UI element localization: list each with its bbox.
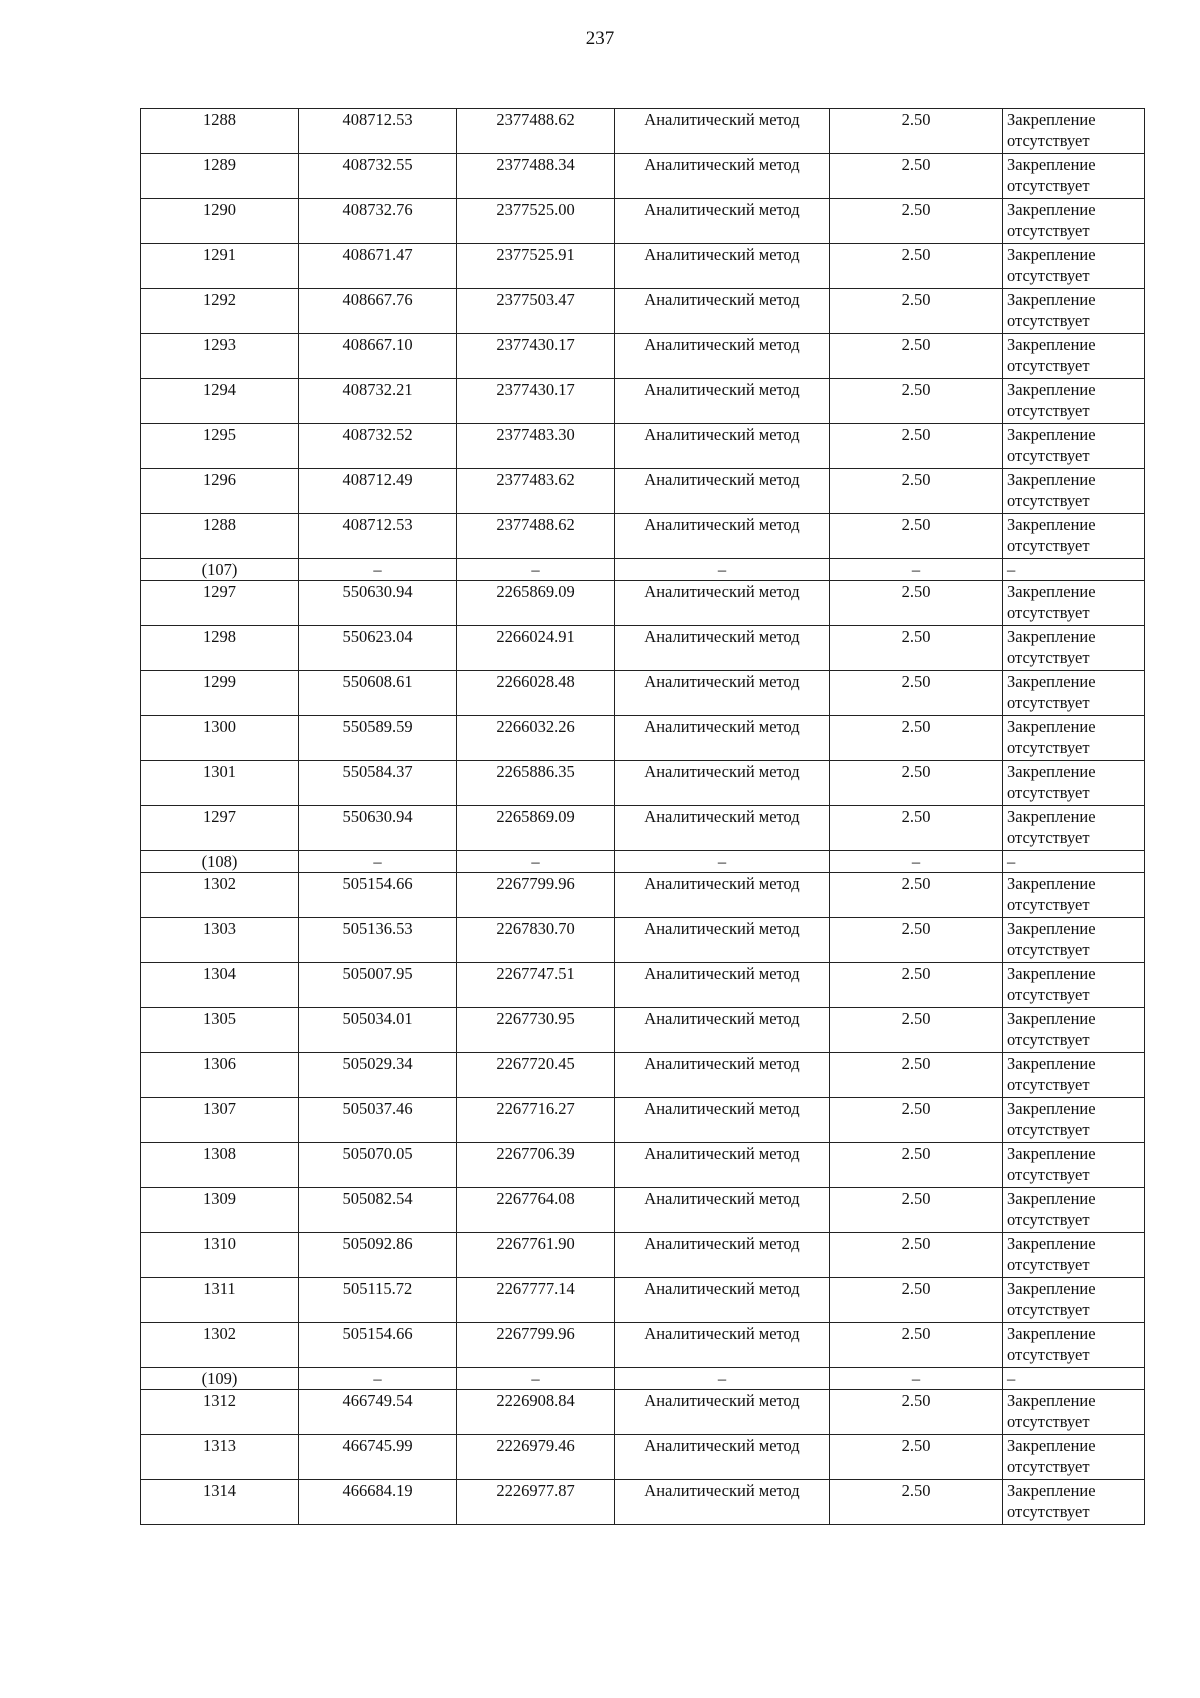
accuracy-cell: 2.50 <box>830 244 1003 289</box>
table-row <box>141 1435 1145 1480</box>
method-cell: Аналитический метод <box>615 424 830 469</box>
method-cell: Аналитический метод <box>615 761 830 806</box>
x-coordinate-cell: 408732.55 <box>299 154 457 199</box>
fixation-cell: Закрепление отсутствует <box>1003 716 1145 761</box>
x-coordinate-cell: 550623.04 <box>299 626 457 671</box>
y-coordinate-cell: 2377525.00 <box>457 199 615 244</box>
fixation-cell: Закрепление отсутствует <box>1003 918 1145 963</box>
x-coordinate-cell: 505136.53 <box>299 918 457 963</box>
fixation-cell: Закрепление отсутствует <box>1003 469 1145 514</box>
y-coordinate-cell: 2377503.47 <box>457 289 615 334</box>
fixation-cell: Закрепление отсутствует <box>1003 109 1145 154</box>
x-coordinate-cell: 505154.66 <box>299 1323 457 1368</box>
table-row <box>141 1480 1145 1525</box>
x-coordinate-cell: 505029.34 <box>299 1053 457 1098</box>
x-coordinate-cell: 505037.46 <box>299 1098 457 1143</box>
x-coordinate-cell: 505007.95 <box>299 963 457 1008</box>
x-coordinate-cell: 408732.21 <box>299 379 457 424</box>
accuracy-cell: 2.50 <box>830 918 1003 963</box>
fixation-cell: Закрепление отсутствует <box>1003 244 1145 289</box>
fixation-cell: Закрепление отсутствует <box>1003 199 1145 244</box>
point-number-cell: 1300 <box>141 716 299 761</box>
y-coordinate-cell: 2265886.35 <box>457 761 615 806</box>
table-row <box>141 626 1145 671</box>
y-coordinate-cell: 2377488.62 <box>457 109 615 154</box>
accuracy-cell: 2.50 <box>830 334 1003 379</box>
fixation-cell: Закрепление отсутствует <box>1003 424 1145 469</box>
point-number-cell: 1292 <box>141 289 299 334</box>
point-number-cell: 1305 <box>141 1008 299 1053</box>
y-coordinate-cell: – <box>457 851 615 873</box>
fixation-cell: Закрепление отсутствует <box>1003 154 1145 199</box>
table-row <box>141 1053 1145 1098</box>
method-cell: Аналитический метод <box>615 963 830 1008</box>
accuracy-cell: 2.50 <box>830 581 1003 626</box>
fixation-cell: Закрепление отсутствует <box>1003 963 1145 1008</box>
x-coordinate-cell: 505092.86 <box>299 1233 457 1278</box>
accuracy-cell: 2.50 <box>830 199 1003 244</box>
accuracy-cell: 2.50 <box>830 716 1003 761</box>
x-coordinate-cell: 408667.76 <box>299 289 457 334</box>
y-coordinate-cell: 2377483.62 <box>457 469 615 514</box>
point-number-cell: 1303 <box>141 918 299 963</box>
method-cell: Аналитический метод <box>615 716 830 761</box>
table-row <box>141 1098 1145 1143</box>
fixation-cell: Закрепление отсутствует <box>1003 289 1145 334</box>
accuracy-cell: 2.50 <box>830 963 1003 1008</box>
accuracy-cell: 2.50 <box>830 873 1003 918</box>
point-number-cell: 1299 <box>141 671 299 716</box>
fixation-cell: Закрепление отсутствует <box>1003 761 1145 806</box>
method-cell: Аналитический метод <box>615 1008 830 1053</box>
accuracy-cell: 2.50 <box>830 424 1003 469</box>
point-number-cell: 1288 <box>141 514 299 559</box>
x-coordinate-cell: 550584.37 <box>299 761 457 806</box>
page-number: 237 <box>585 28 615 49</box>
method-cell: Аналитический метод <box>615 514 830 559</box>
point-number-cell: 1313 <box>141 1435 299 1480</box>
y-coordinate-cell: 2377483.30 <box>457 424 615 469</box>
table-row <box>141 716 1145 761</box>
fixation-cell: Закрепление отсутствует <box>1003 1278 1145 1323</box>
method-cell: Аналитический метод <box>615 199 830 244</box>
fixation-cell: – <box>1003 851 1145 873</box>
method-cell: Аналитический метод <box>615 244 830 289</box>
fixation-cell: Закрепление отсутствует <box>1003 1188 1145 1233</box>
table-row <box>141 806 1145 851</box>
accuracy-cell: 2.50 <box>830 1435 1003 1480</box>
x-coordinate-cell: 408667.10 <box>299 334 457 379</box>
method-cell: Аналитический метод <box>615 334 830 379</box>
accuracy-cell: 2.50 <box>830 469 1003 514</box>
accuracy-cell: 2.50 <box>830 671 1003 716</box>
table-row <box>141 199 1145 244</box>
point-number-cell: 1294 <box>141 379 299 424</box>
table-row <box>141 1008 1145 1053</box>
y-coordinate-cell: 2267777.14 <box>457 1278 615 1323</box>
y-coordinate-cell: 2267716.27 <box>457 1098 615 1143</box>
y-coordinate-cell: 2226979.46 <box>457 1435 615 1480</box>
method-cell: Аналитический метод <box>615 873 830 918</box>
method-cell: Аналитический метод <box>615 806 830 851</box>
y-coordinate-cell: 2267764.08 <box>457 1188 615 1233</box>
method-cell: Аналитический метод <box>615 1098 830 1143</box>
x-coordinate-cell: 408732.76 <box>299 199 457 244</box>
fixation-cell: Закрепление отсутствует <box>1003 1233 1145 1278</box>
y-coordinate-cell: 2265869.09 <box>457 806 615 851</box>
method-cell: Аналитический метод <box>615 469 830 514</box>
point-number-cell: 1302 <box>141 1323 299 1368</box>
point-number-cell: 1302 <box>141 873 299 918</box>
method-cell: Аналитический метод <box>615 626 830 671</box>
point-number-cell: (107) <box>141 559 299 581</box>
y-coordinate-cell: 2377488.34 <box>457 154 615 199</box>
x-coordinate-cell: 505034.01 <box>299 1008 457 1053</box>
x-coordinate-cell: – <box>299 559 457 581</box>
table-row <box>141 109 1145 154</box>
fixation-cell: – <box>1003 559 1145 581</box>
fixation-cell: – <box>1003 1368 1145 1390</box>
point-number-cell: 1306 <box>141 1053 299 1098</box>
method-cell: – <box>615 851 830 873</box>
method-cell: Аналитический метод <box>615 918 830 963</box>
y-coordinate-cell: 2267799.96 <box>457 1323 615 1368</box>
x-coordinate-cell: 408732.52 <box>299 424 457 469</box>
y-coordinate-cell: 2226977.87 <box>457 1480 615 1525</box>
point-number-cell: 1291 <box>141 244 299 289</box>
fixation-cell: Закрепление отсутствует <box>1003 1480 1145 1525</box>
accuracy-cell: 2.50 <box>830 109 1003 154</box>
table-row <box>141 289 1145 334</box>
method-cell: Аналитический метод <box>615 1188 830 1233</box>
contour-separator-row <box>141 559 1145 581</box>
table-row <box>141 963 1145 1008</box>
method-cell: Аналитический метод <box>615 1323 830 1368</box>
fixation-cell: Закрепление отсутствует <box>1003 626 1145 671</box>
accuracy-cell: 2.50 <box>830 514 1003 559</box>
fixation-cell: Закрепление отсутствует <box>1003 671 1145 716</box>
method-cell: Аналитический метод <box>615 379 830 424</box>
fixation-cell: Закрепление отсутствует <box>1003 334 1145 379</box>
method-cell: Аналитический метод <box>615 1390 830 1435</box>
table-row <box>141 1278 1145 1323</box>
x-coordinate-cell: 505115.72 <box>299 1278 457 1323</box>
method-cell: – <box>615 1368 830 1390</box>
fixation-cell: Закрепление отсутствует <box>1003 1008 1145 1053</box>
y-coordinate-cell: 2267761.90 <box>457 1233 615 1278</box>
contour-separator-row <box>141 851 1145 873</box>
x-coordinate-cell: 408671.47 <box>299 244 457 289</box>
y-coordinate-cell: 2266028.48 <box>457 671 615 716</box>
coordinates-table-body <box>141 109 1145 1525</box>
x-coordinate-cell: – <box>299 851 457 873</box>
fixation-cell: Закрепление отсутствует <box>1003 1323 1145 1368</box>
table-row <box>141 334 1145 379</box>
table-row <box>141 469 1145 514</box>
accuracy-cell: – <box>830 559 1003 581</box>
y-coordinate-cell: 2377430.17 <box>457 334 615 379</box>
x-coordinate-cell: 550589.59 <box>299 716 457 761</box>
accuracy-cell: 2.50 <box>830 626 1003 671</box>
method-cell: Аналитический метод <box>615 109 830 154</box>
point-number-cell: 1311 <box>141 1278 299 1323</box>
method-cell: Аналитический метод <box>615 1233 830 1278</box>
accuracy-cell: 2.50 <box>830 1323 1003 1368</box>
point-number-cell: 1297 <box>141 581 299 626</box>
accuracy-cell: 2.50 <box>830 154 1003 199</box>
table-row <box>141 918 1145 963</box>
x-coordinate-cell: 466684.19 <box>299 1480 457 1525</box>
y-coordinate-cell: – <box>457 559 615 581</box>
y-coordinate-cell: 2377430.17 <box>457 379 615 424</box>
contour-separator-row <box>141 1368 1145 1390</box>
y-coordinate-cell: 2377488.62 <box>457 514 615 559</box>
point-number-cell: 1293 <box>141 334 299 379</box>
point-number-cell: 1295 <box>141 424 299 469</box>
point-number-cell: 1310 <box>141 1233 299 1278</box>
accuracy-cell: 2.50 <box>830 1053 1003 1098</box>
accuracy-cell: – <box>830 851 1003 873</box>
table-row <box>141 671 1145 716</box>
accuracy-cell: 2.50 <box>830 289 1003 334</box>
y-coordinate-cell: 2266024.91 <box>457 626 615 671</box>
table-row <box>141 154 1145 199</box>
fixation-cell: Закрепление отсутствует <box>1003 514 1145 559</box>
fixation-cell: Закрепление отсутствует <box>1003 806 1145 851</box>
y-coordinate-cell: 2267747.51 <box>457 963 615 1008</box>
method-cell: Аналитический метод <box>615 1053 830 1098</box>
accuracy-cell: 2.50 <box>830 761 1003 806</box>
method-cell: Аналитический метод <box>615 671 830 716</box>
method-cell: Аналитический метод <box>615 1435 830 1480</box>
x-coordinate-cell: 466745.99 <box>299 1435 457 1480</box>
y-coordinate-cell: 2267730.95 <box>457 1008 615 1053</box>
x-coordinate-cell: 505154.66 <box>299 873 457 918</box>
accuracy-cell: 2.50 <box>830 1098 1003 1143</box>
method-cell: Аналитический метод <box>615 154 830 199</box>
point-number-cell: 1289 <box>141 154 299 199</box>
accuracy-cell: 2.50 <box>830 806 1003 851</box>
table-row <box>141 1323 1145 1368</box>
point-number-cell: 1304 <box>141 963 299 1008</box>
fixation-cell: Закрепление отсутствует <box>1003 379 1145 424</box>
point-number-cell: (108) <box>141 851 299 873</box>
point-number-cell: (109) <box>141 1368 299 1390</box>
x-coordinate-cell: 505070.05 <box>299 1143 457 1188</box>
table-row <box>141 873 1145 918</box>
method-cell: Аналитический метод <box>615 289 830 334</box>
y-coordinate-cell: 2226908.84 <box>457 1390 615 1435</box>
method-cell: Аналитический метод <box>615 1278 830 1323</box>
fixation-cell: Закрепление отсутствует <box>1003 1053 1145 1098</box>
point-number-cell: 1288 <box>141 109 299 154</box>
point-number-cell: 1296 <box>141 469 299 514</box>
method-cell: Аналитический метод <box>615 581 830 626</box>
x-coordinate-cell: 505082.54 <box>299 1188 457 1233</box>
y-coordinate-cell: 2267720.45 <box>457 1053 615 1098</box>
x-coordinate-cell: 550630.94 <box>299 581 457 626</box>
table-row <box>141 1233 1145 1278</box>
accuracy-cell: 2.50 <box>830 1278 1003 1323</box>
y-coordinate-cell: 2267706.39 <box>457 1143 615 1188</box>
point-number-cell: 1297 <box>141 806 299 851</box>
accuracy-cell: 2.50 <box>830 379 1003 424</box>
x-coordinate-cell: – <box>299 1368 457 1390</box>
x-coordinate-cell: 550608.61 <box>299 671 457 716</box>
table-row <box>141 424 1145 469</box>
y-coordinate-cell: 2266032.26 <box>457 716 615 761</box>
y-coordinate-cell: 2267830.70 <box>457 918 615 963</box>
table-row <box>141 514 1145 559</box>
point-number-cell: 1301 <box>141 761 299 806</box>
fixation-cell: Закрепление отсутствует <box>1003 873 1145 918</box>
fixation-cell: Закрепление отсутствует <box>1003 1098 1145 1143</box>
table-row <box>141 244 1145 289</box>
point-number-cell: 1309 <box>141 1188 299 1233</box>
method-cell: – <box>615 559 830 581</box>
fixation-cell: Закрепление отсутствует <box>1003 1435 1145 1480</box>
point-number-cell: 1298 <box>141 626 299 671</box>
method-cell: Аналитический метод <box>615 1143 830 1188</box>
point-number-cell: 1308 <box>141 1143 299 1188</box>
table-row <box>141 581 1145 626</box>
table-row <box>141 1143 1145 1188</box>
y-coordinate-cell: 2377525.91 <box>457 244 615 289</box>
accuracy-cell: 2.50 <box>830 1188 1003 1233</box>
x-coordinate-cell: 408712.49 <box>299 469 457 514</box>
table-row <box>141 379 1145 424</box>
table-row <box>141 761 1145 806</box>
x-coordinate-cell: 408712.53 <box>299 514 457 559</box>
table-row <box>141 1390 1145 1435</box>
point-number-cell: 1307 <box>141 1098 299 1143</box>
accuracy-cell: 2.50 <box>830 1143 1003 1188</box>
table-row <box>141 1188 1145 1233</box>
fixation-cell: Закрепление отсутствует <box>1003 1143 1145 1188</box>
accuracy-cell: 2.50 <box>830 1390 1003 1435</box>
fixation-cell: Закрепление отсутствует <box>1003 1390 1145 1435</box>
y-coordinate-cell: 2265869.09 <box>457 581 615 626</box>
point-number-cell: 1312 <box>141 1390 299 1435</box>
accuracy-cell: 2.50 <box>830 1480 1003 1525</box>
coordinates-table <box>140 108 1145 1525</box>
x-coordinate-cell: 466749.54 <box>299 1390 457 1435</box>
accuracy-cell: 2.50 <box>830 1233 1003 1278</box>
method-cell: Аналитический метод <box>615 1480 830 1525</box>
y-coordinate-cell: 2267799.96 <box>457 873 615 918</box>
y-coordinate-cell: – <box>457 1368 615 1390</box>
accuracy-cell: – <box>830 1368 1003 1390</box>
fixation-cell: Закрепление отсутствует <box>1003 581 1145 626</box>
x-coordinate-cell: 550630.94 <box>299 806 457 851</box>
point-number-cell: 1290 <box>141 199 299 244</box>
point-number-cell: 1314 <box>141 1480 299 1525</box>
x-coordinate-cell: 408712.53 <box>299 109 457 154</box>
accuracy-cell: 2.50 <box>830 1008 1003 1053</box>
